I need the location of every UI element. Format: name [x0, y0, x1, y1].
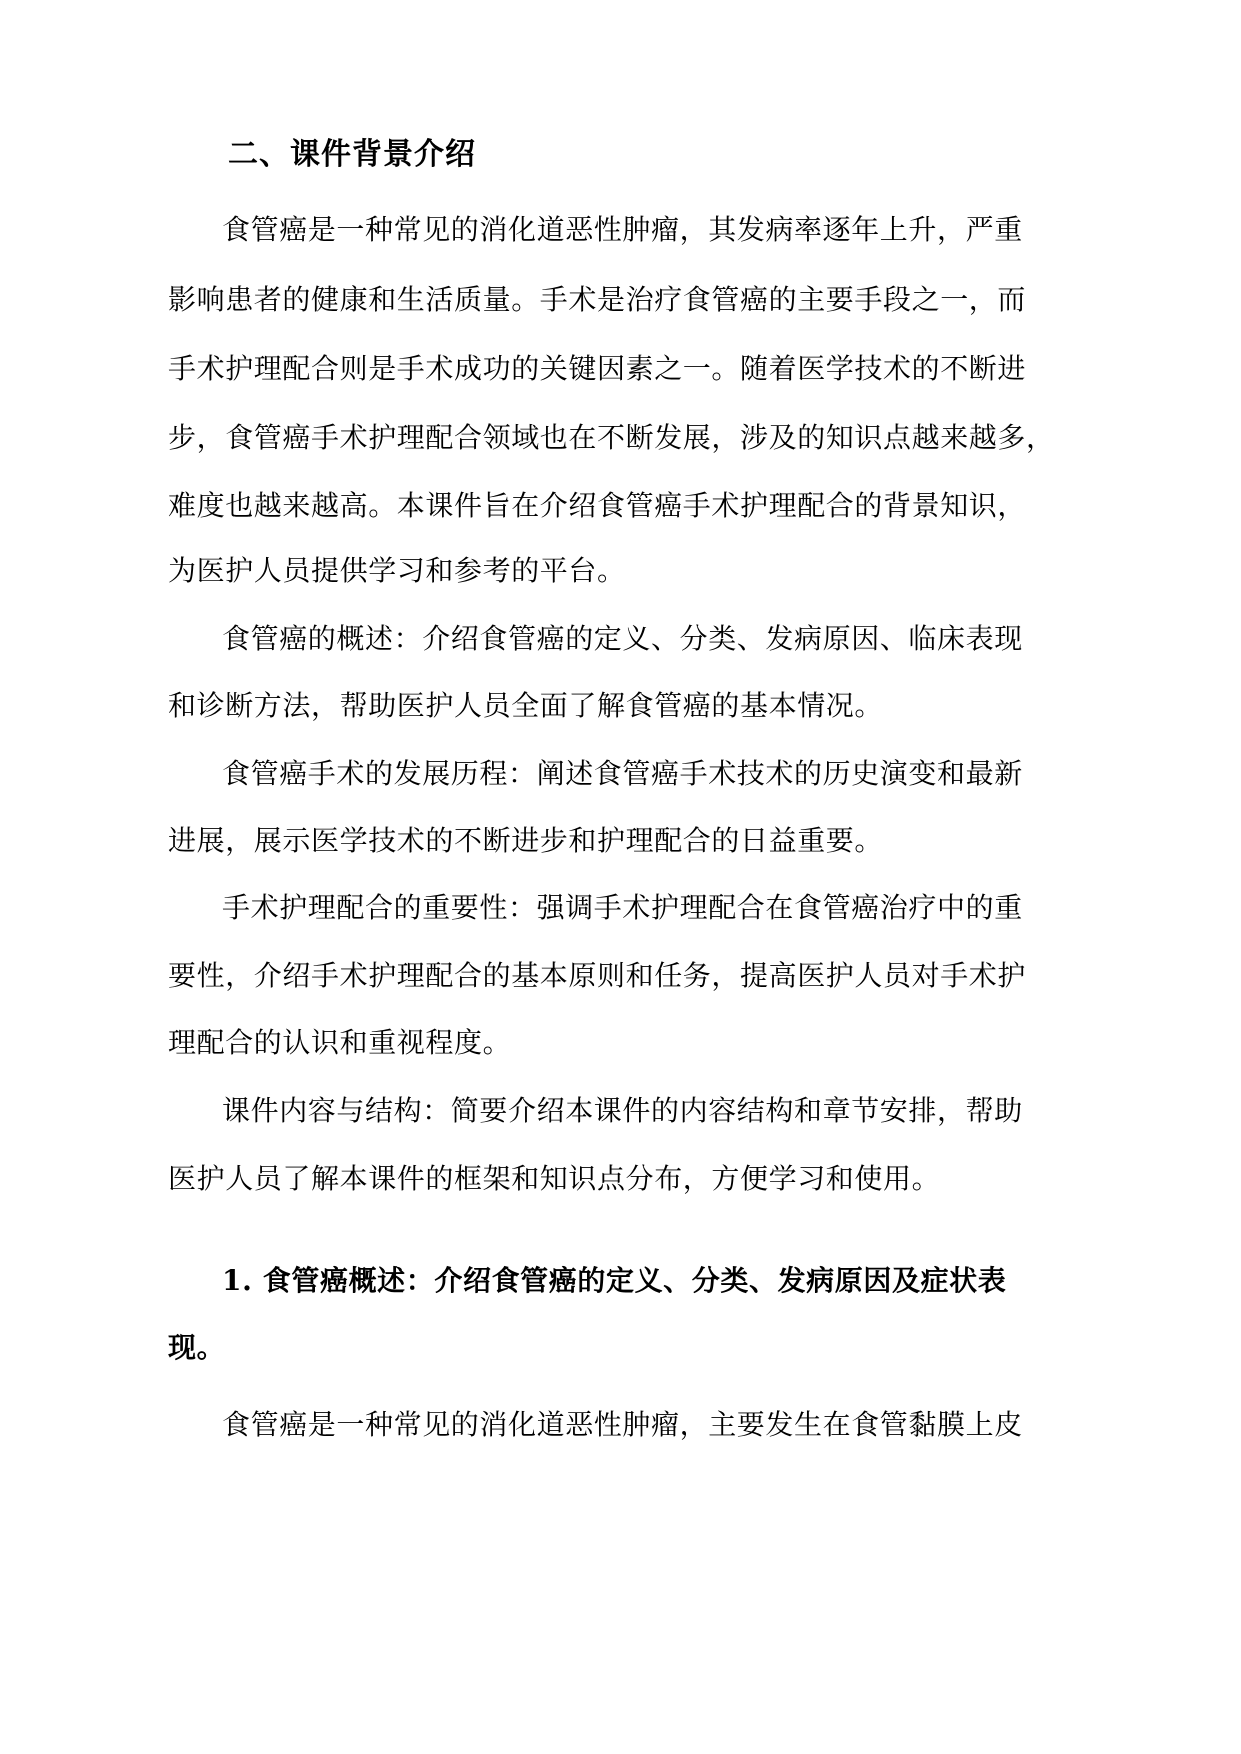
paragraph-4-line-2: 要性，介绍手术护理配合的基本原则和任务，提高医护人员对手术护 — [168, 959, 1027, 992]
subheading-line-2: 现。 — [168, 1331, 226, 1364]
paragraph-1-line-5: 难度也越来越高。本课件旨在介绍食管癌手术护理配合的背景知识， — [168, 489, 1027, 522]
paragraph-3-line-2: 进展，展示医学技术的不断进步和护理配合的日益重要。 — [168, 824, 884, 857]
paragraph-4-line-1: 手术护理配合的重要性：强调手术护理配合在食管癌治疗中的重 — [222, 891, 1023, 924]
section-heading: 二、课件背景介绍 — [228, 137, 476, 172]
paragraph-5-line-2: 医护人员了解本课件的框架和知识点分布，方便学习和使用。 — [168, 1162, 941, 1195]
paragraph-1-line-4: 步，食管癌手术护理配合领域也在不断发展，涉及的知识点越来越多， — [168, 421, 1055, 454]
paragraph-3-line-1: 食管癌手术的发展历程：阐述食管癌手术技术的历史演变和最新 — [222, 757, 1023, 790]
paragraph-2-line-1: 食管癌的概述：介绍食管癌的定义、分类、发病原因、临床表现 — [222, 622, 1023, 655]
paragraph-4-line-3: 理配合的认识和重视程度。 — [168, 1026, 512, 1059]
paragraph-5-line-1: 课件内容与结构：简要介绍本课件的内容结构和章节安排，帮助 — [222, 1094, 1023, 1127]
subheading-line-1: 1. 食管癌概述：介绍食管癌的定义、分类、发病原因及症状表 — [222, 1264, 1007, 1297]
paragraph-6-line-1: 食管癌是一种常见的消化道恶性肿瘤，主要发生在食管黏膜上皮 — [222, 1408, 1023, 1441]
paragraph-1-line-6: 为医护人员提供学习和参考的平台。 — [168, 554, 626, 587]
paragraph-2-line-2: 和诊断方法，帮助医护人员全面了解食管癌的基本情况。 — [168, 689, 884, 722]
paragraph-1-line-2: 影响患者的健康和生活质量。手术是治疗食管癌的主要手段之一，而 — [168, 283, 1027, 316]
paragraph-1-line-1: 食管癌是一种常见的消化道恶性肿瘤，其发病率逐年上升，严重 — [222, 213, 1023, 246]
paragraph-1-line-3: 手术护理配合则是手术成功的关键因素之一。随着医学技术的不断进 — [168, 352, 1027, 385]
